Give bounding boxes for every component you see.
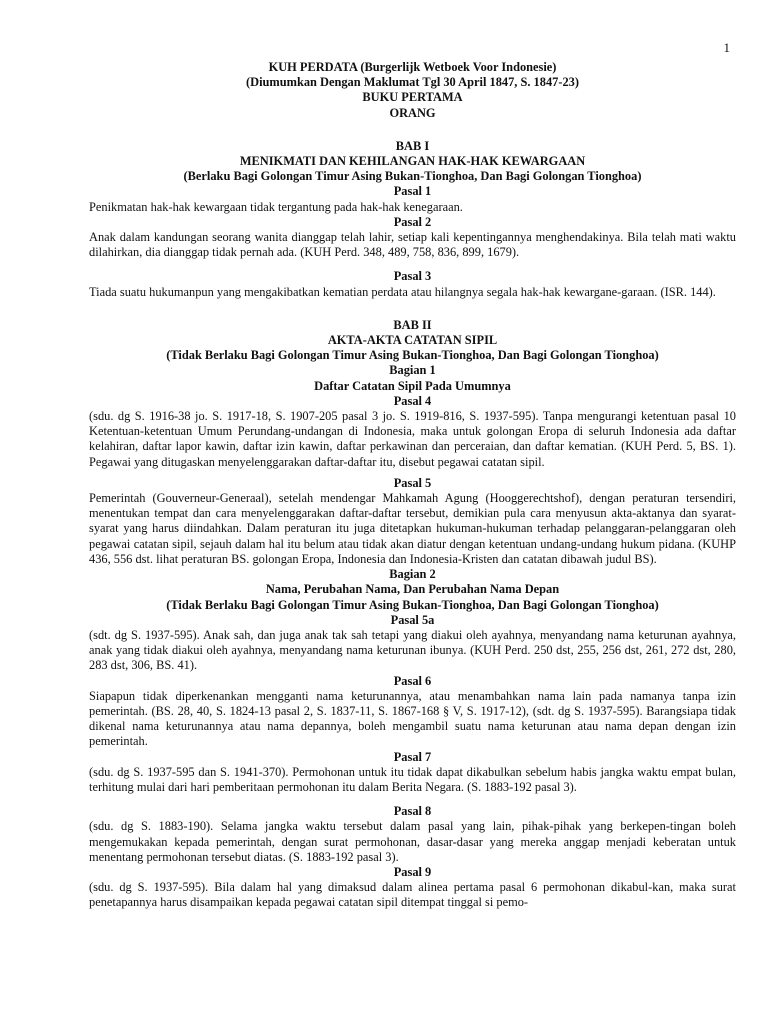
pasal-8-label: Pasal 8 <box>393 804 432 819</box>
pasal-1-label: Pasal 1 <box>393 184 432 199</box>
document-subtitle: (Diumumkan Dengan Maklumat Tgl 30 April 1847, S. 1847-23) <box>246 75 579 90</box>
pasal-8-text: (sdu. dg S. 1883-190). Selama jangka waktu tersebut dalam pasal yang lain, pihak-pihak yang berkepen-tingan boleh mengemukakan kepada pemerintah, dengan surat permohonan, dasar-dasar yang mereka anggap menjadi keberatan untuk menentang permohonan tersebut diatas. (S. 1883-192 pasal 3). <box>89 819 736 864</box>
bab2-heading: AKTA-AKTA CATATAN SIPIL <box>327 333 498 348</box>
page-number: 1 <box>723 40 730 55</box>
bagian-1-label: Bagian 1 <box>389 363 436 378</box>
pasal-3-text: Tiada suatu hukumanpun yang mengakibatkan kematian perdata atau hilangnya segala hak-hak kewargane-garaan. (ISR. 144). <box>89 284 716 299</box>
bagian-2-title: Nama, Perubahan Nama, Dan Perubahan Nama Depan <box>265 582 560 597</box>
pasal-5-label: Pasal 5 <box>393 475 432 490</box>
document-body <box>89 60 736 911</box>
pasal-5a-text: (sdt. dg S. 1937-595). Anak sah, dan juga anak tak sah tetapi yang diakui oleh ayahnya, menyandang nama keturunan ayahnya, anak yang tidak diakui oleh ayahnya, menyandang nama keturunan ibunya. (KUH Perd. 250 dst, 255, 256 dst, 261, 272 dst, 280, 283 dst, 306, BS. 41). <box>89 627 736 673</box>
bagian-2-label: Bagian 2 <box>389 567 436 582</box>
bab1-heading: MENIKMATI DAN KEHILANGAN HAK-HAK KEWARGAAN <box>239 154 586 169</box>
book-subject: ORANG <box>389 105 436 120</box>
pasal-4-text: (sdu. dg S. 1916-38 jo. S. 1917-18, S. 1907-205 pasal 3 jo. S. 1919-816, S. 1937-595). Tanpa mengurangi ketentuan pasal 10 Ketentuan-ketentuan Umum Perundang-undangan di Indonesia, maka untuk golongan Eropa di seluruh Indonesia ada daftar kelahiran, daftar lapor kawin, daftar izin kawin, daftar perkawinan dan perceraian, dan daftar kematian. (KUH Perd. 5, BS. 1). Pegawai yang ditugaskan menyelenggarakan daftar-daftar itu, disebut pegawai catatan sipil. <box>89 409 736 469</box>
book-title: BUKU PERTAMA <box>362 90 463 105</box>
pasal-2-label: Pasal 2 <box>393 214 432 229</box>
pasal-9-text: (sdu. dg S. 1937-595). Bila dalam hal yang dimaksud dalam alinea pertama pasal 6 permohonan dikabul-kan, maka surat penetapannya harus disampaikan kepada pegawai catatan sipil ditempat tinggal si pemo- <box>89 880 736 910</box>
pasal-1-text: Penikmatan hak-hak kewargaan tidak tergantung pada hak-hak kenegaraan. <box>89 199 463 214</box>
pasal-7-text: (sdu. dg S. 1937-595 dan S. 1941-370). Permohonan untuk itu tidak dapat dikabulkan sebelum habis jangka waktu empat bulan, terhitung mulai dari hari pemberitaan permohonan itu dalam Berita Negara. (S. 1883-192 pasal 3). <box>89 764 736 794</box>
bagian-2-subtitle: (Tidak Berlaku Bagi Golongan Timur Asing Bukan-Tionghoa, Dan Bagi Golongan Tionghoa) <box>166 597 659 612</box>
bab2-title: BAB II <box>393 317 432 332</box>
pasal-6-text: Siapapun tidak diperkenankan mengganti nama keturunannya, atau menambahkan nama lain pada namanya tanpa izin pemerintah. (BS. 28, 40, S. 1824-13 pasal 2, S. 1837-11, S. 1867-168 § V, S. 1917-12), (sdt. dg S. 1937-595). Barangsiapa tidak dikenal nama keturunannya atau nama depannya, boleh mengambil suatu nama keturunan atau nama depan dengan izin pemerintah. <box>89 688 736 749</box>
pasal-5a-label: Pasal 5a <box>390 612 435 627</box>
pasal-7-label: Pasal 7 <box>393 749 432 764</box>
bab2-subtitle: (Tidak Berlaku Bagi Golongan Timur Asing Bukan-Tionghoa, Dan Bagi Golongan Tionghoa) <box>166 348 659 363</box>
pasal-5-text: Pemerintah (Gouverneur-Generaal), setelah mendengar Mahkamah Agung (Hooggerechtshof), dengan peraturan tersendiri, menentukan tempat dan cara menyelenggarakan daftar-daftar tersebut, demikian pula cara menyusun akta-aktanya dan syarat-syarat yang harus diindahkan. Dalam peraturan itu juga ditetapkan hukuman-hukuman terhadap pelanggaran-pelanggaran oleh pegawai catatan sipil, sejauh dalam hal itu belum atau tidak akan diatur dengan ketentuan undang-undang hukum pidana. (KUHP 436, 556 dst. lihat peraturan BS. golongan Eropa, Indonesia dan Indonesia-Kristen dan catatan dibawah judul BS). <box>89 491 736 566</box>
bab1-title: BAB I <box>395 138 430 153</box>
pasal-4-label: Pasal 4 <box>393 393 432 408</box>
document-title: KUH PERDATA (Burgerlijk Wetboek Voor Indonesie) <box>268 60 557 74</box>
bab1-subtitle: (Berlaku Bagi Golongan Timur Asing Bukan-Tionghoa, Dan Bagi Golongan Tionghoa) <box>183 169 642 184</box>
bagian-1-title: Daftar Catatan Sipil Pada Umumnya <box>314 378 511 393</box>
pasal-2-text: Anak dalam kandungan seorang wanita dianggap telah lahir, setiap kali kepentingannya menghendakinya. Bila telah mati waktu dilahirkan, dia dianggap tidak pernah ada. (KUH Perd. 348, 489, 758, 836, 899, 1679). <box>89 230 736 260</box>
pasal-9-label: Pasal 9 <box>393 864 432 879</box>
pasal-6-label: Pasal 6 <box>393 673 432 688</box>
pasal-3-label: Pasal 3 <box>393 269 432 284</box>
